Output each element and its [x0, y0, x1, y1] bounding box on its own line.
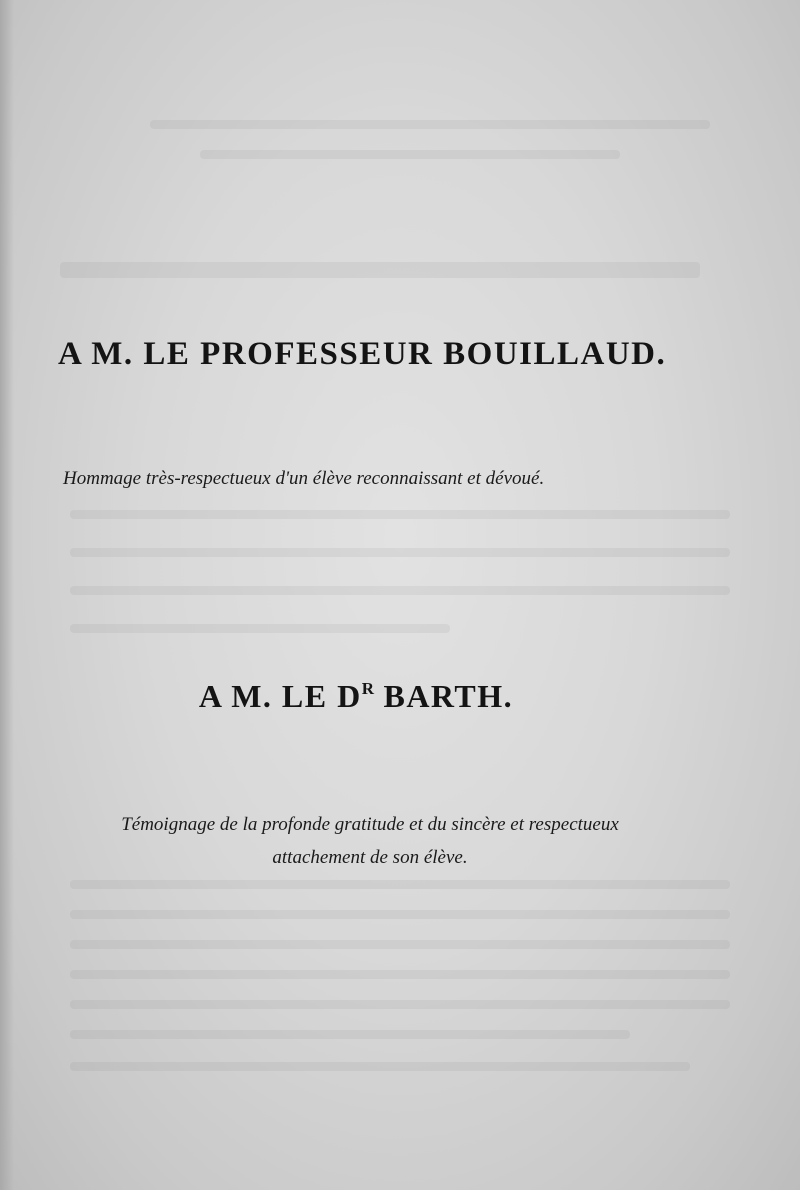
bleed-through-line: [70, 970, 730, 979]
bleed-through-line: [70, 1062, 690, 1071]
bleed-through-line: [150, 120, 710, 129]
bleed-through-line: [70, 1000, 730, 1009]
bleed-through-line: [70, 880, 730, 889]
bleed-through-line: [70, 910, 730, 919]
bleed-through-line: [70, 1030, 630, 1039]
heading-barth-superscript: R: [361, 679, 374, 698]
heading-barth-suffix: BARTH.: [373, 678, 514, 714]
page-edge-shadow: [0, 0, 14, 1190]
dedication-heading-bouillaud: A M. LE PROFESSEUR BOUILLAUD.: [58, 336, 667, 372]
bleed-through-line: [70, 586, 730, 595]
dedication-barth-line2: attachement de son élève.: [272, 847, 468, 868]
bleed-through-line: [70, 624, 450, 633]
bleed-through-line: [70, 940, 730, 949]
dedication-heading-barth: [0, 678, 712, 715]
heading-barth-prefix: A M. LE D: [198, 678, 362, 714]
dedication-text-barth: [40, 808, 700, 874]
dedication-text-bouillaud: Hommage très-respectueux d'un élève reconnaissant et dévoué.: [63, 468, 545, 489]
bleed-through-line: [60, 262, 700, 278]
bleed-through-line: [70, 548, 730, 557]
bleed-through-line: [70, 510, 730, 519]
bleed-through-line: [200, 150, 620, 159]
dedication-barth-line1: Témoignage de la profonde gratitude et du sincère et respectueux: [121, 814, 619, 835]
